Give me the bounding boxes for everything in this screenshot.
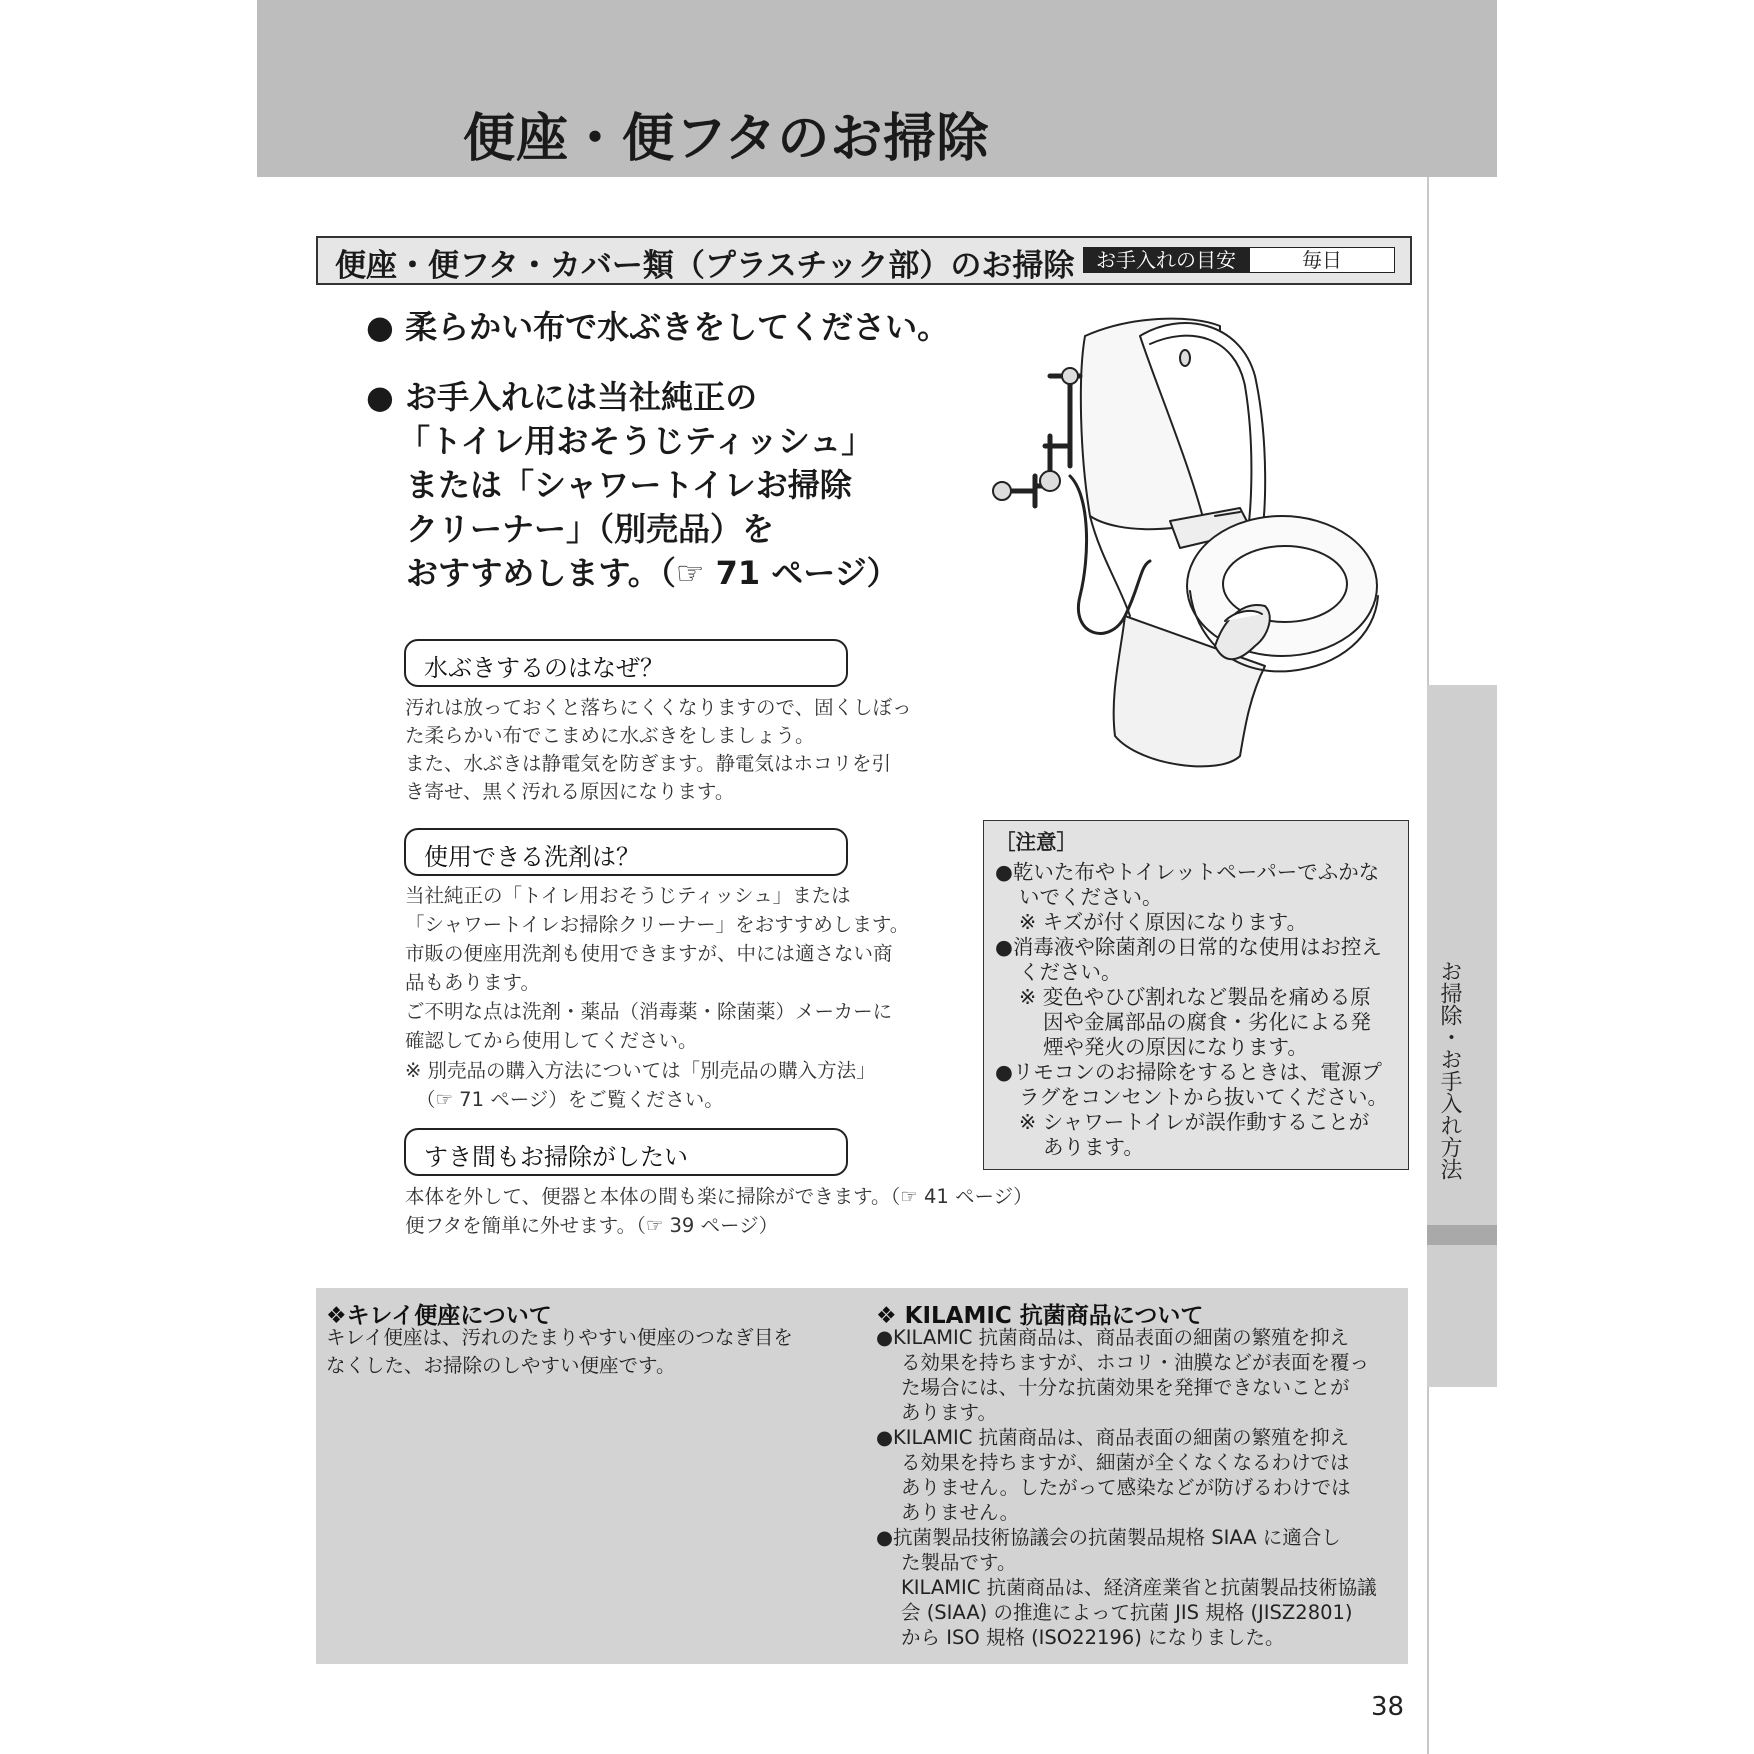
side-tab-label: お掃除・お手入れ方法 [1437, 960, 1462, 1180]
caution-line: ※ キズが付く原因になります。 [1019, 910, 1308, 934]
page-number: 38 [1371, 1692, 1405, 1722]
kilamic-line: る効果を持ちますが、細菌が全くなくなるわけでは [901, 1451, 1350, 1474]
faq-answer-line: 当社純正の「トイレ用おそうじティッシュ」または [405, 884, 851, 907]
kilamic-line: ありません。したがって感染などが防げるわけでは [901, 1476, 1351, 1499]
kilamic-line: KILAMIC 抗菌商品は、経済産業省と抗菌製品技術協議 [901, 1576, 1377, 1599]
caution-line: あります。 [1043, 1135, 1144, 1159]
kilamic-line: あります。 [901, 1401, 997, 1424]
faq-heading-box [404, 828, 848, 876]
caution-line: ラグをコンセントから抜いてください。 [1019, 1085, 1388, 1109]
caution-title: ［注意］ [995, 830, 1077, 854]
bullet-genuine-line-3: または「シャワートイレお掃除 [406, 466, 852, 504]
kilamic-line: ありません。 [901, 1501, 1020, 1524]
kilamic-line: ●KILAMIC 抗菌商品は、商品表面の細菌の繁殖を抑え [876, 1326, 1350, 1349]
kilamic-line: た製品です。 [901, 1551, 1017, 1574]
bullet-soft-cloth: ● 柔らかい布で水ぶきをしてください。 [366, 308, 950, 346]
faq-answer-line: 確認してから使用してください。 [405, 1029, 698, 1052]
faq-answer-line: 市販の便座用洗剤も使用できますが、中には適さない商 [405, 942, 893, 965]
kilamic-line: 会 (SIAA) の推進によって抗菌 JIS 規格 (JISZ2801) [901, 1601, 1353, 1624]
kirei-seat-line: キレイ便座は、汚れのたまりやすい便座のつなぎ目を [326, 1326, 793, 1349]
kirei-seat-title: ❖キレイ便座について [326, 1303, 552, 1329]
faq-answer-line: ご不明な点は洗剤・薬品（消毒薬・除菌薬）メーカーに [405, 1000, 893, 1023]
bullet-genuine-line-4: クリーナー」（別売品）を [406, 510, 775, 548]
bullet-genuine-line-2: 「トイレ用おそうじティッシュ」 [398, 422, 874, 460]
faq-answer-line: 本体を外して、便器と本体の間も楽に掃除ができます。（☞ 41 ページ） [405, 1185, 1033, 1208]
caution-line: いでください。 [1019, 885, 1163, 909]
caution-line: 因や金属部品の腐食・劣化による発 [1043, 1010, 1371, 1034]
faq-answer-line: た柔らかい布でこまめに水ぶきをしましょう。 [405, 724, 815, 747]
kilamic-line: る効果を持ちますが、ホコリ・油膜などが表面を覆っ [901, 1351, 1370, 1374]
kilamic-line: から ISO 規格 (ISO22196) になりました。 [901, 1626, 1285, 1649]
caution-line: ●消毒液や除菌剤の日常的な使用はお控え [995, 935, 1382, 959]
kilamic-line: ●抗菌製品技術協議会の抗菌製品規格 SIAA に適合し [876, 1526, 1341, 1549]
faq-answer-line: また、水ぶきは静電気を防ぎます。静電気はホコリを引 [405, 752, 891, 775]
bullet-genuine-line-1: ● お手入れには当社純正の [366, 378, 758, 416]
caution-line: ※ シャワートイレが誤作動することが [1019, 1110, 1370, 1134]
kilamic-line: ●KILAMIC 抗菌商品は、商品表面の細菌の繁殖を抑え [876, 1426, 1350, 1449]
faq-answer-line: （☞ 71 ページ）をご覧ください。 [416, 1088, 724, 1111]
faq-heading-box [404, 639, 848, 687]
bullet-genuine-line-5: おすすめします。（☞ 71 ページ） [406, 554, 899, 592]
page-title: 便座・便フタのお掃除 [463, 109, 990, 169]
care-guide-value: 毎日 [1249, 247, 1395, 273]
faq-answer-line: 品もあります。 [405, 971, 540, 994]
faq-answer-line: 便フタを簡単に外せます。（☞ 39 ページ） [405, 1214, 779, 1237]
faq-answer-line: 「シャワートイレお掃除クリーナー」をおすすめします。 [405, 913, 910, 936]
caution-line: ●乾いた布やトイレットペーパーでふかな [995, 860, 1380, 884]
toilet-wiping-illustration [990, 316, 1390, 786]
kirei-seat-line: なくした、お掃除のしやすい便座です。 [326, 1354, 676, 1377]
faq-answer-line: ※ 別売品の購入方法については「別売品の購入方法」 [405, 1059, 876, 1082]
faq-answer-line: 汚れは放っておくと落ちにくくなりますので、固くしぼっ [405, 696, 912, 719]
caution-line: ※ 変色やひび割れなど製品を痛める原 [1019, 985, 1371, 1009]
faq-heading: 使用できる洗剤は？ [424, 843, 640, 871]
faq-heading: 水ぶきするのはなぜ？ [424, 654, 664, 682]
kilamic-title: ❖ KILAMIC 抗菌商品について [876, 1303, 1204, 1329]
side-tab-stripe [1427, 1225, 1497, 1245]
caution-line: 煙や発火の原因になります。 [1043, 1035, 1308, 1059]
caution-line: ●リモコンのお掃除をするときは、電源プ [995, 1060, 1382, 1084]
caution-line: ください。 [1019, 960, 1122, 984]
section-title: 便座・便フタ・カバー類（プラスチック部）のお掃除 [335, 248, 1075, 284]
faq-answer-line: き寄せ、黒く汚れる原因になります。 [405, 780, 735, 803]
care-guide-label: お手入れの目安 [1083, 247, 1249, 273]
faq-heading-box [404, 1128, 848, 1176]
faq-heading: すき間もお掃除がしたい [424, 1143, 688, 1171]
kilamic-line: た場合には、十分な抗菌効果を発揮できないことが [901, 1376, 1350, 1399]
